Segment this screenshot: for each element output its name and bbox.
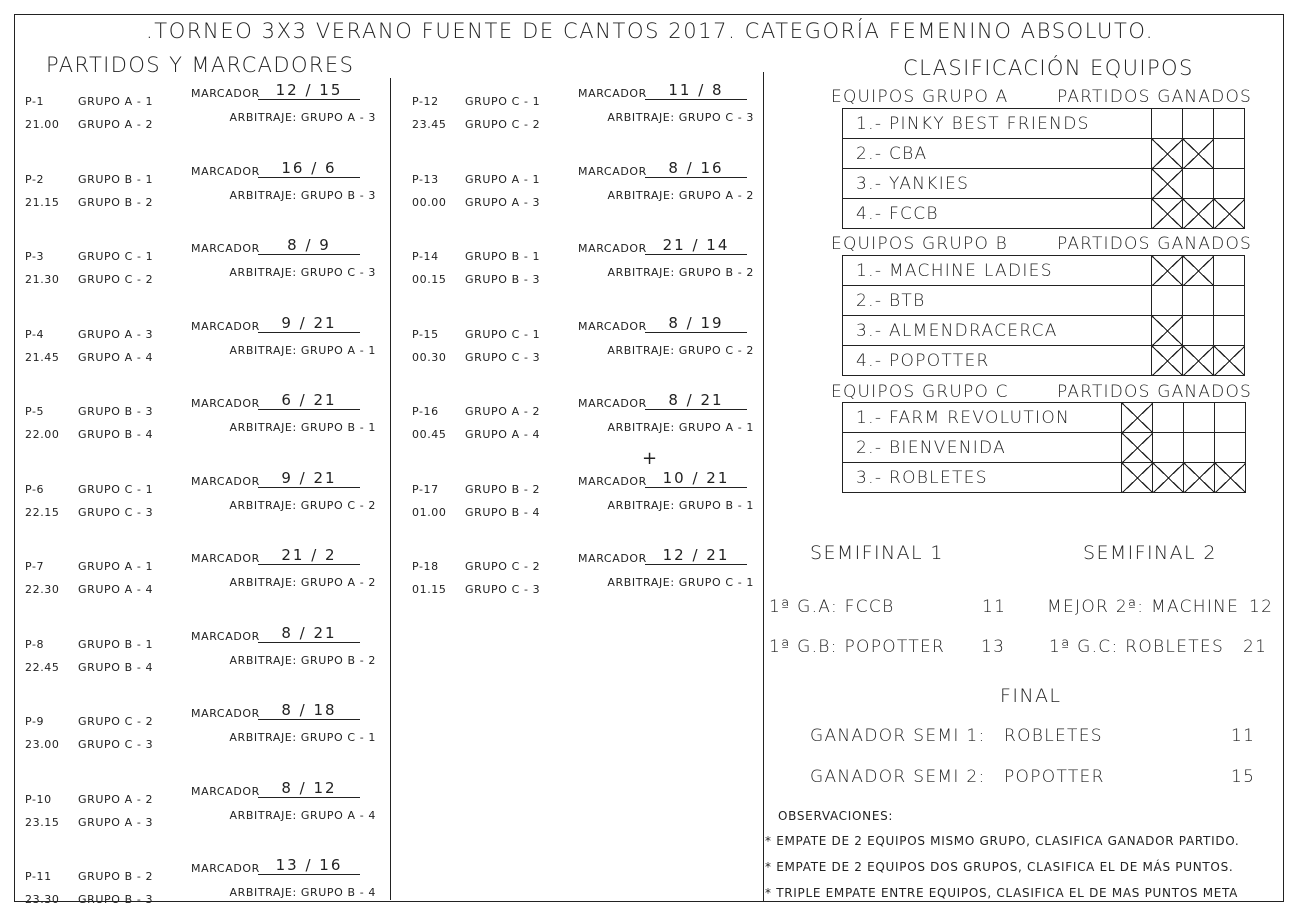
marcador-label: MARCADOR <box>191 87 260 100</box>
match-referee: ARBITRAJE: GRUPO C - 3 <box>607 111 754 124</box>
team-name: 3.- YANKIES <box>843 169 1152 199</box>
marcador-label: MARCADOR <box>578 552 647 565</box>
match-referee: ARBITRAJE: GRUPO A - 2 <box>229 576 376 589</box>
empty-mark-box <box>1214 169 1245 199</box>
match-time: 21.00 <box>25 118 60 131</box>
match-score: 8 / 21 <box>258 624 360 643</box>
column-divider-left <box>390 78 391 900</box>
group-c-table <box>842 402 1246 493</box>
match-entry <box>412 236 754 292</box>
match-team-1: GRUPO A - 3 <box>78 327 154 341</box>
final-winner1-label: GANADOR SEMI 1: <box>810 726 986 746</box>
empty-mark-box <box>1152 109 1183 139</box>
match-id: P-1 <box>25 95 45 108</box>
match-time: 21.30 <box>25 273 60 286</box>
team-name: 2.- BTB <box>843 286 1152 316</box>
win-mark-box <box>1122 403 1153 433</box>
observations-label: OBSERVACIONES: <box>778 809 894 823</box>
match-time: 22.15 <box>25 505 60 519</box>
match-score: 10 / 21 <box>645 469 747 488</box>
match-id: P-13 <box>412 172 439 186</box>
match-team-1: GRUPO C - 1 <box>465 327 541 341</box>
win-mark-box <box>1152 316 1183 346</box>
match-score: 6 / 21 <box>258 391 360 410</box>
marcador-label: MARCADOR <box>191 862 260 875</box>
semifinal-2-label: SEMIFINAL 2 <box>1083 542 1217 564</box>
group-c-won-label: PARTIDOS GANADOS <box>1057 382 1253 402</box>
match-team-1: GRUPO C - 1 <box>465 95 541 108</box>
match-team-2: GRUPO A - 4 <box>78 583 154 596</box>
match-time: 23.15 <box>25 815 60 829</box>
match-referee: ARBITRAJE: GRUPO C - 1 <box>607 576 754 589</box>
match-team-1: GRUPO B - 1 <box>465 250 541 263</box>
marcador-label: MARCADOR <box>191 164 260 178</box>
match-team-2: GRUPO C - 3 <box>78 505 154 519</box>
match-time: 01.15 <box>412 583 447 596</box>
team-name: 2.- CBA <box>843 139 1152 169</box>
empty-mark-box <box>1215 433 1246 463</box>
match-score: 8 / 18 <box>258 701 360 720</box>
group-b-label: EQUIPOS GRUPO B <box>831 234 1009 254</box>
match-entry <box>25 236 376 292</box>
match-referee: ARBITRAJE: GRUPO C - 3 <box>229 266 376 279</box>
semi1-score2: 13 <box>981 637 1006 657</box>
match-score: 12 / 15 <box>258 81 360 100</box>
match-entry <box>412 159 754 215</box>
match-time: 21.45 <box>25 350 60 364</box>
empty-mark-box <box>1183 169 1214 199</box>
match-referee: ARBITRAJE: GRUPO B - 4 <box>229 886 376 899</box>
match-entry <box>412 314 754 370</box>
match-referee: ARBITRAJE: GRUPO A - 1 <box>607 421 754 434</box>
group-b-won-label: PARTIDOS GANADOS <box>1057 234 1253 254</box>
group-a-won-label: PARTIDOS GANADOS <box>1057 87 1253 107</box>
team-row <box>843 109 1245 139</box>
match-referee: ARBITRAJE: GRUPO A - 3 <box>229 111 376 124</box>
semi2-score1: 12 <box>1249 597 1274 617</box>
empty-mark-box <box>1153 403 1184 433</box>
match-time: 21.15 <box>25 195 60 209</box>
semi1-score1: 11 <box>982 597 1007 617</box>
team-row <box>843 346 1245 376</box>
marcador-label: MARCADOR <box>191 319 260 333</box>
observation-item: * EMPATE DE 2 EQUIPOS MISMO GRUPO, CLASIFICA GANADOR PARTIDO. <box>765 834 1240 848</box>
marcador-label: MARCADOR <box>578 87 647 100</box>
match-entry <box>412 546 754 602</box>
match-entry <box>25 624 376 680</box>
match-referee: ARBITRAJE: GRUPO A - 2 <box>607 188 754 202</box>
match-time: 00.15 <box>412 273 447 286</box>
match-team-1: GRUPO B - 2 <box>78 870 154 883</box>
win-mark-box <box>1152 256 1183 286</box>
match-score: 21 / 14 <box>645 236 747 255</box>
empty-mark-box <box>1153 433 1184 463</box>
match-score: 16 / 6 <box>258 159 360 178</box>
final-winner2-team: POPOTTER <box>1004 767 1105 787</box>
match-score: 21 / 2 <box>258 546 360 565</box>
match-score: 9 / 21 <box>258 314 360 333</box>
match-entry <box>412 469 754 525</box>
page-title: .TORNEO 3X3 VERANO FUENTE DE CANTOS 2017. CATEGORÍA FEMENINO ABSOLUTO. <box>146 19 1154 43</box>
match-entry <box>25 546 376 602</box>
win-mark-box <box>1152 199 1183 229</box>
match-id: P-12 <box>412 95 439 108</box>
win-mark-box <box>1214 346 1245 376</box>
team-row <box>843 403 1246 433</box>
marcador-label: MARCADOR <box>191 707 260 720</box>
win-mark-box <box>1153 463 1184 493</box>
observation-item: * TRIPLE EMPATE ENTRE EQUIPOS, CLASIFICA EL DE MAS PUNTOS META <box>765 886 1239 900</box>
win-mark-box <box>1152 169 1183 199</box>
match-id: P-9 <box>25 715 45 728</box>
semi1-team1: 1ª G.A: FCCB <box>769 597 895 617</box>
match-team-1: GRUPO B - 1 <box>78 637 154 651</box>
match-referee: ARBITRAJE: GRUPO C - 2 <box>607 343 754 357</box>
final-label: FINAL <box>1000 685 1062 707</box>
match-team-1: GRUPO A - 2 <box>465 405 541 418</box>
team-row <box>843 169 1245 199</box>
standings-header: CLASIFICACIÓN EQUIPOS <box>903 56 1194 80</box>
final-winner1-team: ROBLETES <box>1004 726 1103 746</box>
marcador-label: MARCADOR <box>191 397 260 410</box>
match-entry <box>25 81 376 137</box>
match-time: 22.45 <box>25 660 60 674</box>
match-time: 00.00 <box>412 195 447 209</box>
win-mark-box <box>1152 139 1183 169</box>
match-id: P-17 <box>412 482 439 496</box>
match-team-1: GRUPO A - 1 <box>78 95 154 108</box>
marcador-label: MARCADOR <box>191 629 260 643</box>
match-team-1: GRUPO A - 2 <box>78 792 154 806</box>
match-team-1: GRUPO C - 2 <box>465 560 541 573</box>
match-entry <box>25 159 376 215</box>
match-referee: ARBITRAJE: GRUPO B - 3 <box>229 188 376 202</box>
group-c-label: EQUIPOS GRUPO C <box>831 382 1009 402</box>
match-referee: ARBITRAJE: GRUPO B - 1 <box>229 421 376 434</box>
match-id: P-2 <box>25 172 45 186</box>
match-score: 8 / 16 <box>645 159 747 178</box>
match-entry <box>412 391 754 447</box>
win-mark-box <box>1215 463 1246 493</box>
match-referee: ARBITRAJE: GRUPO A - 4 <box>229 808 376 822</box>
match-referee: ARBITRAJE: GRUPO B - 2 <box>607 266 754 279</box>
win-mark-box <box>1184 463 1215 493</box>
win-mark-box <box>1183 346 1214 376</box>
match-id: P-16 <box>412 405 439 418</box>
match-id: P-3 <box>25 250 45 263</box>
marcador-label: MARCADOR <box>191 784 260 798</box>
team-name: 3.- ROBLETES <box>843 463 1122 493</box>
match-entry <box>25 469 376 525</box>
empty-mark-box <box>1183 286 1214 316</box>
group-a-label: EQUIPOS GRUPO A <box>831 87 1009 107</box>
match-referee: ARBITRAJE: GRUPO A - 1 <box>229 343 376 357</box>
marcador-label: MARCADOR <box>191 474 260 488</box>
empty-mark-box <box>1184 433 1215 463</box>
match-id: P-8 <box>25 637 45 651</box>
match-time: 22.30 <box>25 583 60 596</box>
marcador-label: MARCADOR <box>578 474 647 488</box>
match-referee: ARBITRAJE: GRUPO B - 1 <box>607 498 754 512</box>
match-referee: ARBITRAJE: GRUPO B - 2 <box>229 653 376 667</box>
team-name: 4.- FCCB <box>843 199 1152 229</box>
match-id: P-7 <box>25 560 45 573</box>
match-entry <box>25 856 376 912</box>
match-time: 00.30 <box>412 350 447 364</box>
empty-mark-box <box>1152 286 1183 316</box>
match-time: 23.00 <box>25 738 60 751</box>
empty-mark-box <box>1183 109 1214 139</box>
match-team-1: GRUPO C - 1 <box>78 482 154 496</box>
match-team-1: GRUPO B - 1 <box>78 172 154 186</box>
match-team-1: GRUPO B - 2 <box>465 482 541 496</box>
match-team-2: GRUPO C - 3 <box>465 583 541 596</box>
marcador-label: MARCADOR <box>578 319 647 333</box>
marcador-label: MARCADOR <box>191 552 260 565</box>
match-id: P-14 <box>412 250 439 263</box>
match-referee: ARBITRAJE: GRUPO C - 1 <box>229 731 376 744</box>
match-entry <box>25 701 376 757</box>
match-team-2: GRUPO B - 4 <box>465 505 541 519</box>
team-name: 2.- BIENVENIDA <box>843 433 1122 463</box>
match-team-2: GRUPO C - 2 <box>78 273 154 286</box>
empty-mark-box <box>1214 316 1245 346</box>
match-score: 8 / 9 <box>258 236 360 255</box>
match-entry <box>25 391 376 447</box>
marcador-label: MARCADOR <box>578 164 647 178</box>
match-team-2: GRUPO B - 4 <box>78 660 154 674</box>
observation-item: * EMPATE DE 2 EQUIPOS DOS GRUPOS, CLASIFICA EL DE MÁS PUNTOS. <box>765 860 1234 874</box>
win-mark-box <box>1122 463 1153 493</box>
team-row <box>843 286 1245 316</box>
win-mark-box <box>1152 346 1183 376</box>
match-team-2: GRUPO B - 2 <box>78 195 154 209</box>
match-team-2: GRUPO B - 3 <box>78 893 154 906</box>
empty-mark-box <box>1183 316 1214 346</box>
empty-mark-box <box>1214 256 1245 286</box>
team-row <box>843 256 1245 286</box>
semi2-score2: 21 <box>1243 637 1268 657</box>
match-team-2: GRUPO B - 4 <box>78 428 154 441</box>
team-name: 4.- POPOTTER <box>843 346 1152 376</box>
match-score: 8 / 21 <box>645 391 747 410</box>
semi1-team2: 1ª G.B: POPOTTER <box>769 637 946 657</box>
final-winner2-score: 15 <box>1231 767 1256 787</box>
matches-header: PARTIDOS Y MARCADORES <box>46 53 355 77</box>
team-row <box>843 139 1245 169</box>
match-id: P-15 <box>412 327 439 341</box>
match-team-2: GRUPO A - 4 <box>78 350 154 364</box>
match-team-2: GRUPO A - 3 <box>78 815 154 829</box>
final-winner1-score: 11 <box>1231 726 1256 746</box>
team-row <box>843 199 1245 229</box>
team-name: 1.- FARM REVOLUTION <box>843 403 1122 433</box>
semi2-team1: MEJOR 2ª: MACHINE <box>1047 597 1240 617</box>
empty-mark-box <box>1214 109 1245 139</box>
marcador-label: MARCADOR <box>578 397 647 410</box>
empty-mark-box <box>1214 139 1245 169</box>
match-team-1: GRUPO B - 3 <box>78 405 154 418</box>
marcador-label: MARCADOR <box>578 242 647 255</box>
team-row <box>843 316 1245 346</box>
match-id: P-5 <box>25 405 45 418</box>
match-team-1: GRUPO C - 1 <box>78 250 154 263</box>
match-team-2: GRUPO A - 2 <box>78 118 154 131</box>
match-id: P-18 <box>412 560 439 573</box>
match-time: 01.00 <box>412 505 447 519</box>
empty-mark-box <box>1214 286 1245 316</box>
win-mark-box <box>1183 199 1214 229</box>
win-mark-box <box>1214 199 1245 229</box>
plus-mark: + <box>642 448 658 469</box>
match-score: 8 / 12 <box>258 779 360 798</box>
match-team-2: GRUPO A - 3 <box>465 195 541 209</box>
match-referee: ARBITRAJE: GRUPO C - 2 <box>229 498 376 512</box>
match-id: P-10 <box>25 792 52 806</box>
win-mark-box <box>1183 256 1214 286</box>
column-divider-right <box>763 72 764 902</box>
match-team-2: GRUPO A - 4 <box>465 428 541 441</box>
match-team-1: GRUPO A - 1 <box>465 172 541 186</box>
empty-mark-box <box>1184 403 1215 433</box>
match-id: P-4 <box>25 327 45 341</box>
match-score: 12 / 21 <box>645 546 747 565</box>
team-name: 3.- ALMENDRACERCA <box>843 316 1152 346</box>
match-team-1: GRUPO C - 2 <box>78 715 154 728</box>
match-entry <box>25 314 376 370</box>
semifinal-1-label: SEMIFINAL 1 <box>810 542 944 564</box>
group-b-table <box>842 255 1245 376</box>
team-row <box>843 463 1246 493</box>
match-entry <box>412 81 754 137</box>
team-row <box>843 433 1246 463</box>
match-id: P-6 <box>25 482 45 496</box>
match-score: 11 / 8 <box>645 81 747 100</box>
match-time: 23.30 <box>25 893 60 906</box>
match-id: P-11 <box>25 870 52 883</box>
match-time: 22.00 <box>25 428 60 441</box>
match-time: 00.45 <box>412 428 447 441</box>
semi2-team2: 1ª G.C: ROBLETES <box>1049 637 1225 657</box>
match-score: 8 / 19 <box>645 314 747 333</box>
match-team-2: GRUPO C - 3 <box>465 350 541 364</box>
marcador-label: MARCADOR <box>191 242 260 255</box>
match-score: 13 / 16 <box>258 856 360 875</box>
match-time: 23.45 <box>412 118 447 131</box>
match-score: 9 / 21 <box>258 469 360 488</box>
match-team-2: GRUPO B - 3 <box>465 273 541 286</box>
match-team-1: GRUPO A - 1 <box>78 560 154 573</box>
match-entry <box>25 779 376 835</box>
final-winner2-label: GANADOR SEMI 2: <box>810 767 986 787</box>
team-name: 1.- PINKY BEST FRIENDS <box>843 109 1152 139</box>
empty-mark-box <box>1215 403 1246 433</box>
match-team-2: GRUPO C - 3 <box>78 738 154 751</box>
group-a-table <box>842 108 1245 229</box>
win-mark-box <box>1122 433 1153 463</box>
win-mark-box <box>1183 139 1214 169</box>
match-team-2: GRUPO C - 2 <box>465 118 541 131</box>
team-name: 1.- MACHINE LADIES <box>843 256 1152 286</box>
